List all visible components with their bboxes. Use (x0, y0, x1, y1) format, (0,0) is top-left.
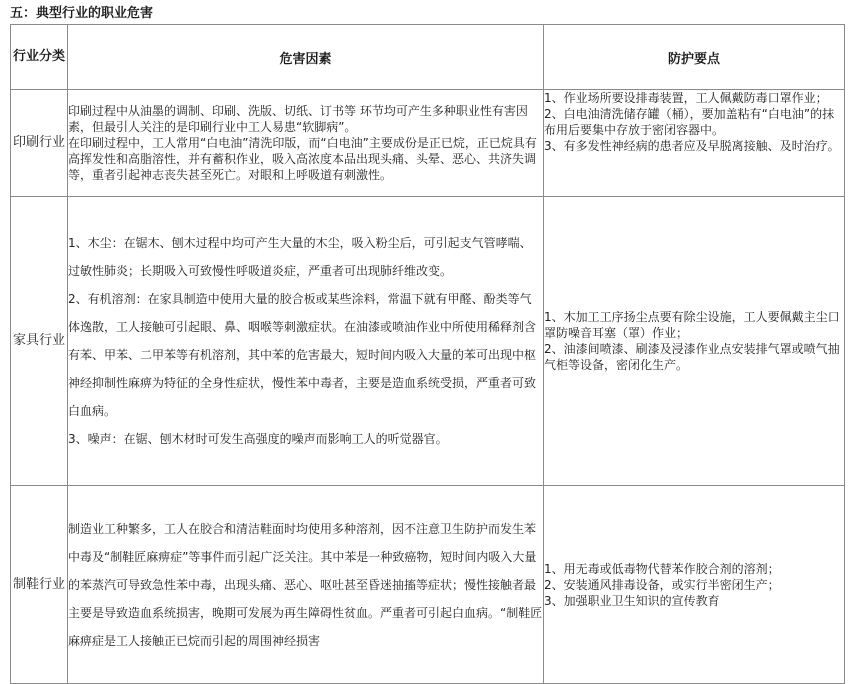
header-category: 行业分类 (11, 25, 68, 90)
section-title: 五：典型行业的职业危害 (10, 6, 154, 21)
hazard-paragraph: 1、木尘：在锯木、刨木过程中均可产生大量的木尘，吸入粉尘后，可引起支气管哮喘、过敏性肺炎；长期吸入可致慢性呼吸道炎症，严重者可出现肺纤维改变。 (68, 236, 532, 278)
table-header-row (11, 25, 845, 90)
hazards-cell (68, 90, 544, 197)
header-hazards: 危害因素 (68, 25, 544, 90)
table-row (11, 486, 845, 684)
table-row (11, 197, 845, 486)
protection-item: 1、用无毒或低毒物代替苯作胶合剂的溶剂； (544, 561, 780, 576)
hazard-paragraph: 在印刷过程中，工人常用“白电油”清洗印版，而“白电油”主要成份是正已烷，正已烷具有高挥发性和高脂溶性，并有蓄积作业，吸入高浓度本品出现头痛、头晕、恶心、共济失调等，重者引起神志丧失甚至死亡。对眼和上呼吸道有刺激性。 (68, 136, 537, 182)
protection-item: 2、安装通风排毒设备，或实行半密闭生产； (544, 577, 780, 592)
protection-cell (544, 90, 845, 197)
protection-item: 3、有多发性神经病的患者应及早脱离接触、及时治疗。 (544, 139, 840, 153)
category-cell: 制鞋行业 (11, 486, 68, 684)
hazard-paragraph: 2、有机溶剂：在家具制造中使用大量的胶合板或某些涂料，常温下就有甲醛、酚类等气体逸散，工人接触可引起眼、鼻、咽喉等刺激症状。在油漆或喷油作业中所使用稀释剂含有苯、甲苯、二甲苯等有机溶剂，其中苯的危害最大，短时间内吸入大量的苯可出现中枢神经抑制性麻痹为特征的全身性症状，慢性苯中毒者，主要是造血系统受损，严重者可致白血病。 (68, 292, 537, 418)
category-cell: 印刷行业 (11, 90, 68, 197)
protection-cell (544, 197, 845, 486)
category-cell: 家具行业 (11, 197, 68, 486)
table-row (11, 90, 845, 197)
occupational-hazards-table (10, 24, 845, 684)
protection-item: 2、油漆间喷漆、刷漆及浸漆作业点安装排气罩或喷气抽气柜等设备，密闭化生产。 (544, 342, 840, 372)
header-protection: 防护要点 (544, 25, 845, 90)
protection-item: 1、木加工工序扬尘点要有除尘设施，工人要佩戴主尘口罩防噪音耳塞（罩）作业； (544, 310, 840, 340)
protection-item: 3、加强职业卫生知识的宣传教育 (544, 593, 720, 608)
protection-item: 2、白电油清洗储存罐（桶），要加盖粘有“白电油”的抹布用后要集中存放于密闭容器中。 (544, 107, 835, 137)
hazard-paragraph: 3、噪声：在锯、刨木材时可发生高强度的噪声而影响工人的听觉器官。 (68, 432, 448, 446)
protection-cell (544, 486, 845, 684)
hazards-cell (68, 486, 544, 684)
hazard-paragraph: 印刷过程中从油墨的调制、印刷、洗版、切纸、订书等 环节均可产生多种职业性有害因素，但最引人关注的是印刷行业中工人易患“软脚病”。 (68, 104, 528, 134)
hazards-cell (68, 197, 544, 486)
protection-item: 1、作业场所要设排毒装置，工人佩戴防毒口罩作业； (544, 91, 828, 105)
hazard-paragraph: 制造业工种繁多，工人在胶合和清洁鞋面时均使用多种溶剂，因不注意卫生防护而发生苯中毒及“制鞋匠麻痹症”等事件而引起广泛关注。其中苯是一种致癌物，短时间内吸入大量的苯蒸汽可导致急性苯中毒，出现头痛、恶心、呕吐甚至昏迷抽搐等症状；慢性接触者最主要是导致造血系统损害，晚期可发展为再生障碍性贫血。严重者可引起白血病。“制鞋匠麻痹症是工人接触正已烷而引起的周围神经损害 (68, 521, 543, 648)
